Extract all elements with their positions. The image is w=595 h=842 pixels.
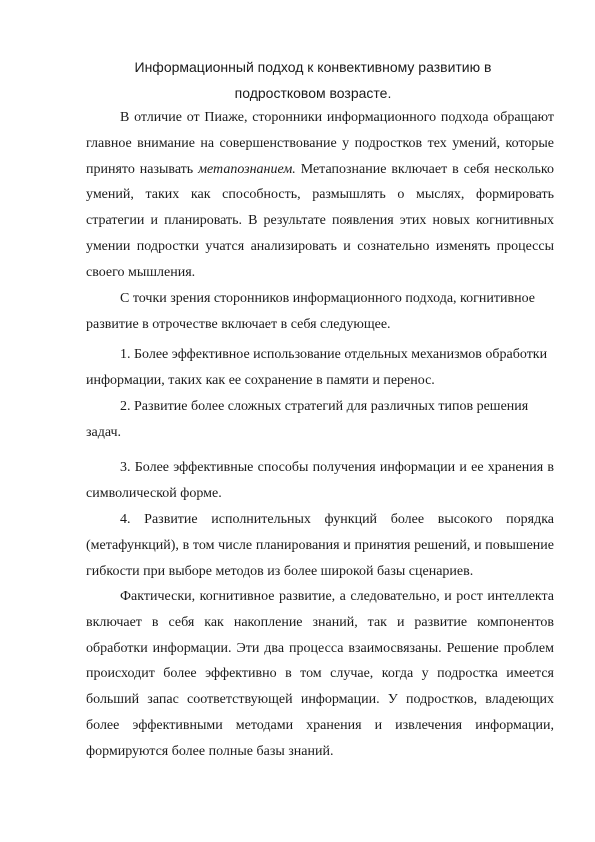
list-item-1: 1. Более эффективное использование отдельных механизмов обработки информации, таких как ее сохранение в памяти и перенос. xyxy=(86,347,548,388)
list-item-3: 3. Более эффективные способы получения информации и ее хранения в символической форме. xyxy=(86,460,554,501)
list-item-4: 4. Развитие исполнительных функций более высокого порядка (метафункций), в том числе планирования и принятия решений, и повышение гибкости при выборе методов из более широкой базы сценариев. xyxy=(86,512,554,579)
paragraph-intro xyxy=(86,105,554,286)
document-title-line-2: подростковом возрасте. xyxy=(234,85,392,101)
document-title-line-1: Информационный подход к конвективному развитию в xyxy=(134,59,492,75)
paragraph-intro-text-2: Метапознание включает в себя несколько умений, таких как способность, размышлять о мыслях, формировать стратегии и планировать. В результате появления этих новых когнитивных умении подростки учатся анализировать и сознательно изменять процессы своего мышления. xyxy=(86,161,554,280)
list-item-2: 2. Развитие более сложных стратегий для различных типов решения задач. xyxy=(86,399,529,440)
term-metacognition: метапознанием. xyxy=(198,161,296,177)
paragraph-conclusion: Фактически, когнитивное развитие, а следовательно, и рост интеллекта включает в себя как накопление знаний, так и развитие компонентов обработки информации. Эти два процесса взаимосвязаны. Решение проблем происходит более эффективно в том случае, когда у подростка имеется больший запас соответствующей информации. У подростков, владеющих более эффективными методами хранения и извлечения информации, формируются более полные базы знаний. xyxy=(86,589,554,759)
paragraph-info-approach: С точки зрения сторонников информационного подхода, когнитивное развитие в отрочестве включает в себя следующее. xyxy=(86,291,535,332)
paragraph-intro-text-1: В отличие от Пиаже, сторонники информационного подхода обращают главное внимание на совершенствование у подростков тех умений, которые принято называть xyxy=(86,110,554,177)
